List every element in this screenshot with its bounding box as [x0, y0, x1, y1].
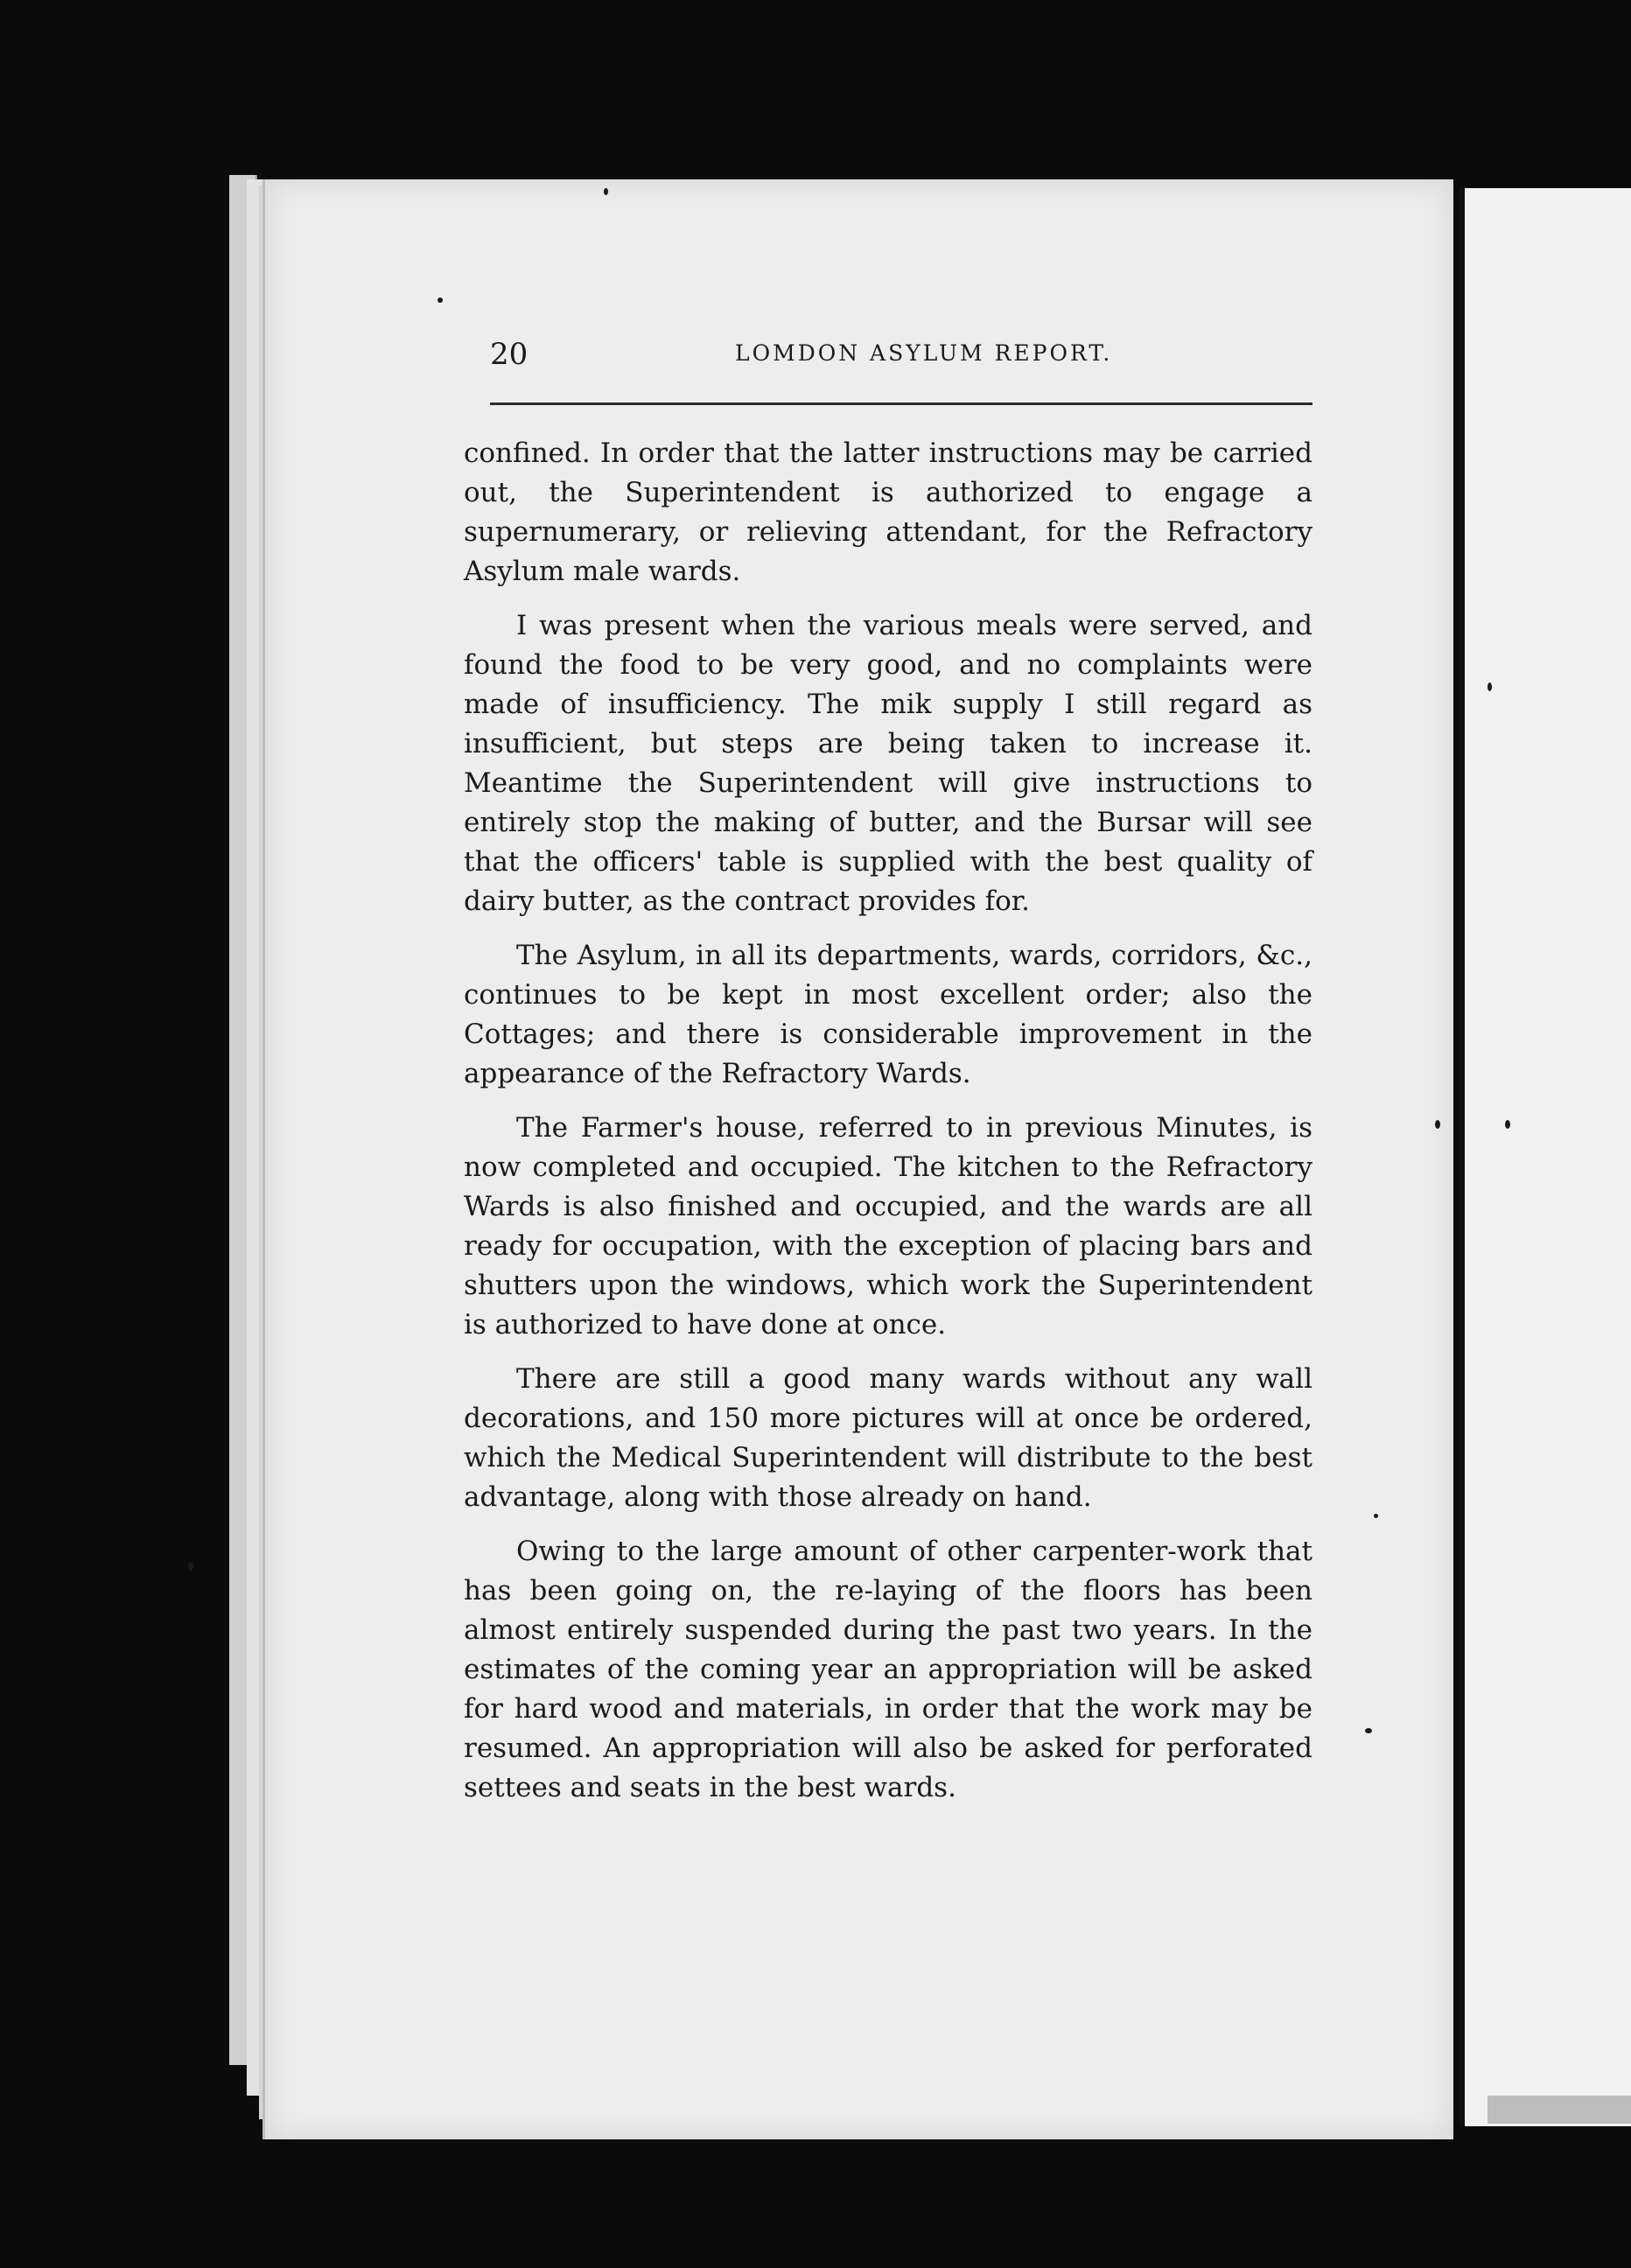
scan-speck — [1435, 1120, 1440, 1129]
scan-speck — [438, 298, 443, 303]
running-title: LOMDON ASYLUM REPORT. — [735, 340, 1113, 366]
paragraph: The Asylum, in all its departments, wards, corridors, &c., continues to be kept in most excellent order; also the Cottages; and there is considerable improvement in the appearance of the Refractory Wards. — [464, 940, 1312, 1089]
scan-speck — [604, 188, 608, 195]
page-number: 20 — [490, 337, 528, 372]
paragraph: confined. In order that the latter instructions may be carried out, the Superintendent is authorized to engage a supernumerary, or relieving attendant, for the Refractory Asylum male wards. — [464, 438, 1312, 587]
header-rule — [490, 402, 1312, 405]
scan-speck — [1488, 682, 1492, 691]
page-body — [464, 434, 1312, 1823]
scan-speck — [1505, 1120, 1510, 1129]
page-header — [490, 337, 1312, 381]
scan-speck — [188, 1562, 193, 1571]
paragraph: There are still a good many wards without any wall decorations, and 150 more pictures will at once be ordered, which the Medical Superintendent will distribute to the best advantage, along with those already on hand. — [464, 1363, 1312, 1513]
paragraph: The Farmer's house, referred to in previous Minutes, is now completed and occupied. The kitchen to the Refractory Wards is also finished and occupied, and the wards are all ready for occupation, with the exception of placing bars and shutters upon the windows, which work the Superintendent is authorized to have done at once. — [464, 1112, 1312, 1340]
facing-page-edge — [1460, 188, 1631, 2126]
scan-speck — [1374, 1514, 1378, 1518]
paragraph: I was present when the various meals were served, and found the food to be very good, and no complaints were made of insufficiency. The mik supply I still regard as insufficient, but steps are being taken to increase it. Meantime the Superintendent will give instructions to entirely stop the making of butter, and the Bursar will see that the officers' table is supplied with the best quality of dairy butter, as the contract provides for. — [464, 610, 1312, 917]
paragraph: Owing to the large amount of other carpenter-work that has been going on, the re-laying of the floors has been almost entirely suspended during the past two years. In the estimates of the coming year an appropriation will be asked for hard wood and materials, in order that the work may be resumed. An appropriation will also be asked for perforated settees and seats in the best wards. — [464, 1536, 1312, 1803]
scan-speck — [1365, 1728, 1372, 1733]
facing-page-corner — [1488, 2096, 1631, 2124]
